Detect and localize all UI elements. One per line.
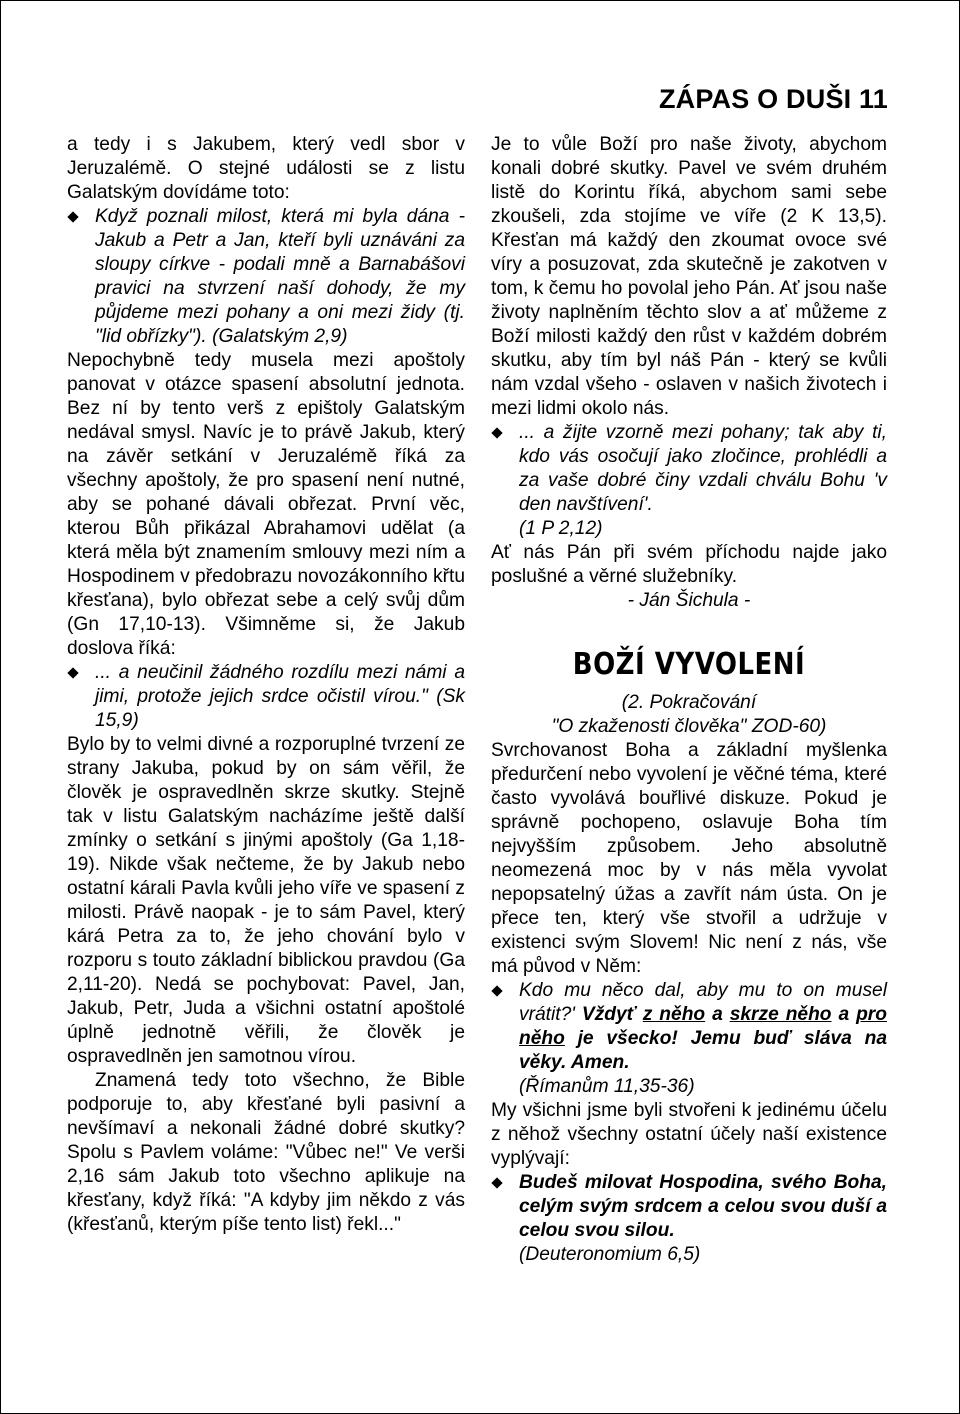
paragraph: Ať nás Pán při svém příchodu najde jako poslušné a věrné služebníky. [491,542,887,587]
bible-quote [67,205,465,349]
section-title: BOŽÍ VYVOLENÍ [572,647,806,683]
paragraph: My všichni jsme byli stvořeni k jedinému účelu z něhož všechny ostatní účely naší existence vyplývají: [491,1100,887,1169]
diamond-bullet-icon [67,211,78,222]
quote-reference: (Galatským 2,9) [212,326,348,347]
quote-text-underlined: z něho [642,1004,706,1025]
paragraph: Nepochybně tedy musela mezi apoštoly panovat v otázce spasení absolutní jednota. Bez ní by tento verš z epištoly Galatským nedával smysl. Navíc je to právě Jakub, který na závěr setkání v Jeruzalémě říká za všechny apoštoly, že pro spasení není nutné, aby se pohané dávali obřezat. První věc, kterou Bůh přikázal Abrahamovi udělat (a která měla být znamením smlouvy mezi ním a Hospodinem v předobrazu novozákonního křtu křesťana), bylo obřezat sebe a celý svůj dům (Gn 17,10-13). Všimněme si, že Jakub doslova říká: [67,350,465,659]
quote-text-bold: a [705,1004,730,1025]
page-header: ZÁPAS O DUŠI 11 [658,84,888,114]
left-column [67,133,465,1237]
quote-reference: (Sk 15,9) [95,686,465,731]
quote-reference: (1 P 2,12) [519,518,603,539]
paragraph: Bylo by to velmi divné a rozporuplné tvrzení ze strany Jakuba, pokud by on sám věřil, že člověk je ospravedlněn skrze skutky. Stejně tak v listu Galatským nacházíme ještě další zmínky o setkání s jinými apoštoly (Ga 1,18-19). Nikde však nečteme, že by Jakub nebo ostatní kárali Pavla kvůli jeho víře ve spasení z milosti. Právě naopak - je to sám Pavel, který kárá Petra za to, že jeho chování bylo v rozporu s touto základní biblickou pravdou (Ga 2,11-20). Nedá se pochybovat: Pavel, Jan, Jakub, Petr, Juda a všichni ostatní apoštolé úplně jednotně věřili, že člověk je ospravedlněn jen samotnou vírou. [67,734,465,1067]
diamond-bullet-icon [67,667,78,678]
quote-text: ... a neučinil žádného rozdílu mezi námi a jimi, protože jejich srdce očistil vírou." [95,662,465,707]
paragraph: a tedy i s Jakubem, který vedl sbor v Jeruzalémě. O stejné události se z listu Galatským dovídáme toto: [67,134,465,203]
quote-text-bold: a [831,1004,857,1025]
quote-text-bold: je všecko! Jemu buď sláva na věky. Amen. [519,1028,887,1073]
right-column [491,133,887,1267]
paragraph: Znamená tedy toto všechno, že Bible podporuje to, aby křesťané byli pasivní a nevšímaví a nekonali žádné dobré skutky? Spolu s Pavlem voláme: "Vůbec ne!" Ve verši 2,16 sám Jakub toto všechno aplikuje na křesťany, když říká: "A kdyby jim někdo z vás (křesťanů, kterým píše tento list) řekl..." [67,1070,465,1235]
bible-quote [491,979,887,1099]
quote-text: Budeš milovat Hospodina, svého Boha, celým svým srdcem a celou svou duší a celou svou silou. [519,1172,887,1241]
source-note: "O zkaženosti člověka" ZOD-60) [551,716,827,737]
continuation-note: (2. Pokračování [621,692,757,713]
quote-text-underlined: skrze něho [729,1004,832,1025]
quote-text: Kdo mu něco dal, aby mu to on musel vrátit?' [519,980,887,1025]
quote-text-underlined: pro něho [519,1004,887,1049]
paragraph: Svrchovanost Boha a základní myšlenka předurčení nebo vyvolení je věčné téma, které často vyvolává bouřlivé diskuze. Pokud je správně pochopeno, oslavuje Boha tím nejvyšším způsobem. Jeho absolutně neomezená moc by v nás měla vyvolat nepopsatelný úžas a zavřít nám ústa. On je přece ten, který vše stvořil a udržuje v existenci svým Slovem! Nic není z nás, vše má původ v Něm: [491,740,887,977]
diamond-bullet-icon [491,1177,502,1188]
bible-quote [491,421,887,517]
bible-quote [67,661,465,733]
diamond-bullet-icon [491,985,502,996]
bible-quote [491,1171,887,1267]
paragraph: Je to vůle Boží pro naše životy, abychom konali dobré skutky. Pavel ve svém druhém listě do Korintu říká, abychom sami sebe zkoušeli, zda stojíme ve víře (2 K 13,5). Křesťan má každý den zkoumat ovoce své víry a posuzovat, zda skutečně je zakotven v tom, k čemu ho povolal jeho Pán. Ať jsou naše životy naplněním těchto slov a ať můžeme z Boží milosti každý den růst v každém dobrém skutku, aby tím byl náš Pán - který se kvůli nám vzdal všeho - oslaven v našich životech i mezi lidmi okolo nás. [491,134,887,419]
quote-reference: (Římanům 11,35-36) [519,1076,695,1097]
quote-text-bold: Vždyť [581,1004,643,1025]
diamond-bullet-icon [491,427,502,438]
quote-text: Když poznali milost, která mi byla dána - Jakub a Petr a Jan, kteří byli uznáváni za sloupy církve - podali mně a Barnabášovi pravici na stvrzení naší dohody, že my půjdeme mezi pohany a oni mezi židy (tj. "lid obřízky"). [95,206,465,347]
quote-text: ... a žijte vzorně mezi pohany; tak aby ti, kdo vás osočují jako zločince, prohlédli a za vaše dobré činy vzdali chválu Bohu 'v den navštívení'. [519,422,887,515]
author-signature: - Ján Šichula - [627,590,751,611]
quote-reference: (Deuteronomium 6,5) [519,1244,701,1265]
